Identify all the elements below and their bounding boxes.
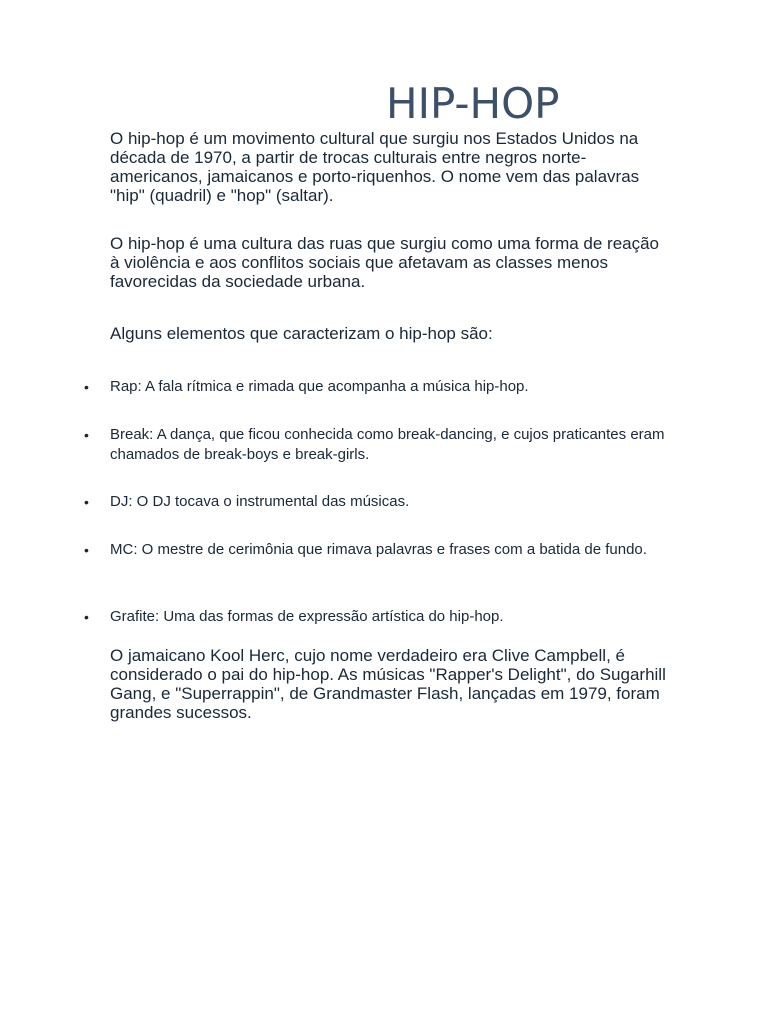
culture-paragraph: O hip-hop é uma cultura das ruas que surgiu como uma forma de reação à violência e aos conflitos sociais que afetavam as classes menos favorecidas da sociedade urbana. (110, 234, 660, 291)
list-item-break: Break: A dança, que ficou conhecida como break-dancing, e cujos praticantes eram chamados de break-boys e break-girls. (110, 426, 665, 463)
list-item-grafite: Grafite: Uma das formas de expressão artística do hip-hop. (110, 608, 504, 625)
list-item-mc: MC: O mestre de cerimônia que rimava palavras e frases com a batida de fundo. (110, 541, 647, 558)
closing-paragraph: O jamaicano Kool Herc, cujo nome verdadeiro era Clive Campbell, é considerado o pai do hip-hop. As músicas "Rapper's Delight", do Sugarhill Gang, e "Superrappin", de Grandmaster Flash, lançadas em 1979, foram grandes sucessos. (110, 646, 666, 722)
bullet-icon: • (84, 494, 89, 510)
bullet-icon: • (84, 542, 89, 558)
intro-paragraph: O hip-hop é um movimento cultural que surgiu nos Estados Unidos na década de 1970, a partir de trocas culturais entre negros norte-americanos, jamaicanos e porto-riquenhos. O nome vem das palavras "hip" (quadril) e "hop" (saltar). (110, 129, 640, 205)
list-item-dj: DJ: O DJ tocava o instrumental das músicas. (110, 493, 410, 510)
bullet-icon: • (84, 609, 89, 625)
list-item-rap: Rap: A fala rítmica e rimada que acompanha a música hip-hop. (110, 378, 529, 395)
elements-intro: Alguns elementos que caracterizam o hip-hop são: (110, 324, 493, 343)
bullet-icon: • (84, 427, 89, 443)
document-title: HIP-HOP (386, 79, 560, 128)
bullet-icon: • (84, 379, 89, 395)
